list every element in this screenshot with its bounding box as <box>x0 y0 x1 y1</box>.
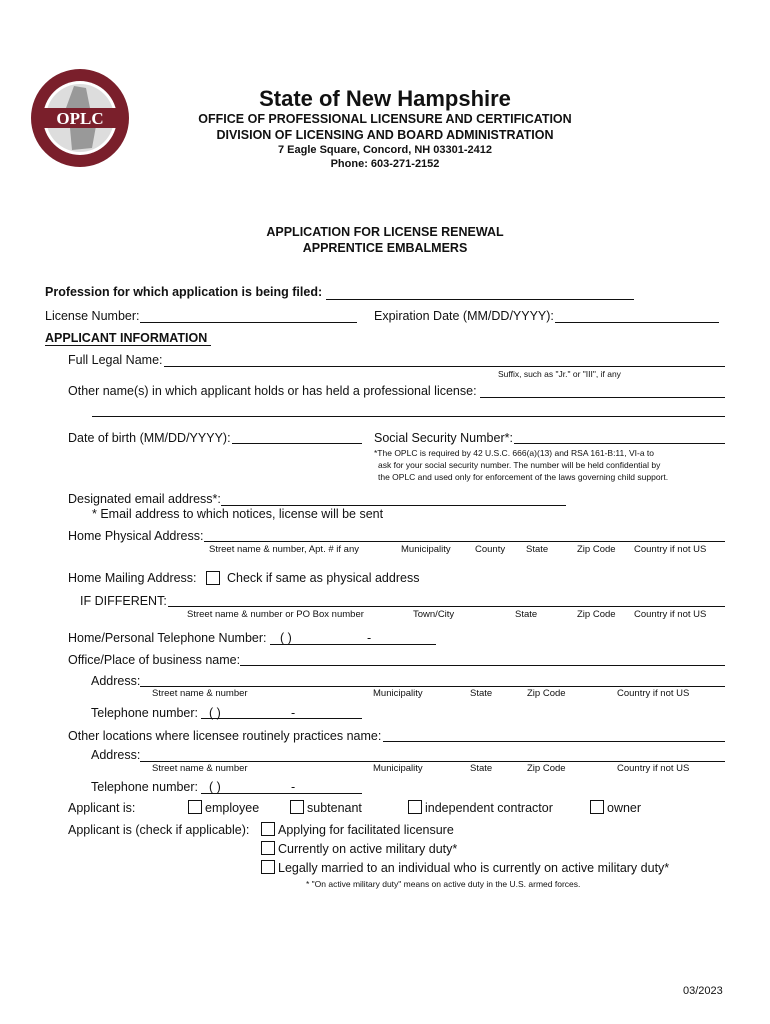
hp-country-hint: Country if not US <box>634 544 707 555</box>
full-name-input[interactable] <box>164 366 725 367</box>
office-address: 7 Eagle Square, Concord, NH 03301-2412 <box>278 144 492 156</box>
seal-text: OPLC <box>56 109 104 128</box>
facilitated-checkbox[interactable] <box>261 822 275 836</box>
same-as-physical-label: Check if same as physical address <box>227 571 420 585</box>
other-address-label: Address: <box>91 748 141 762</box>
office-phone-label: Telephone number: <box>91 706 199 720</box>
subtenant-checkbox[interactable] <box>290 800 304 814</box>
ol-country-hint: Country if not US <box>617 763 690 774</box>
oa-street-hint: Street name & number <box>152 688 248 699</box>
office-phone-input[interactable] <box>201 718 362 719</box>
office-name-input[interactable] <box>240 665 725 666</box>
facilitated-label: Applying for facilitated licensure <box>278 823 454 837</box>
license-number-input[interactable] <box>140 322 357 323</box>
owner-checkbox[interactable] <box>590 800 604 814</box>
home-physical-label: Home Physical Address: <box>68 529 204 543</box>
profession-label: Profession for which application is being filed: <box>45 285 323 299</box>
mailing-address-input[interactable] <box>168 606 725 607</box>
hp-zip-hint: Zip Code <box>577 544 616 555</box>
expiration-input[interactable] <box>555 322 719 323</box>
contractor-checkbox[interactable] <box>408 800 422 814</box>
office-address-label: Address: <box>91 674 141 688</box>
office-name-label: Office/Place of business name: <box>68 653 241 667</box>
office-name: OFFICE OF PROFESSIONAL LICENSURE AND CERTIFICATION <box>198 112 572 126</box>
suffix-hint: Suffix, such as "Jr." or "III", if any <box>498 369 621 379</box>
oa-state-hint: State <box>470 688 493 699</box>
email-note: * Email address to which notices, license will be sent <box>92 507 384 521</box>
ma-street-hint: Street name & number or PO Box number <box>187 609 364 620</box>
owner-label: owner <box>607 801 642 815</box>
license-number-label: License Number: <box>45 309 140 323</box>
applicant-is-label: Applicant is: <box>68 801 136 815</box>
other-names-label: Other name(s) in which applicant holds or has held a professional license: <box>68 384 477 398</box>
dob-input[interactable] <box>232 443 362 444</box>
full-name-label: Full Legal Name: <box>68 353 163 367</box>
ma-state-hint: State <box>515 609 538 620</box>
other-address-input[interactable] <box>140 761 725 762</box>
applicant-check-label: Applicant is (check if applicable): <box>68 823 250 837</box>
hp-county-hint: County <box>475 544 506 555</box>
home-mailing-label: Home Mailing Address: <box>68 571 197 585</box>
ol-municipality-hint: Municipality <box>373 763 423 774</box>
office-phone-dash: - <box>291 706 296 720</box>
ol-state-hint: State <box>470 763 493 774</box>
form-subtitle: APPRENTICE EMBALMERS <box>302 241 468 255</box>
hp-street-hint: Street name & number, Apt. # if any <box>209 544 359 555</box>
married-military-checkbox[interactable] <box>261 860 275 874</box>
dob-label: Date of birth (MM/DD/YYYY): <box>68 431 231 445</box>
oa-zip-hint: Zip Code <box>527 688 566 699</box>
home-phone-label: Home/Personal Telephone Number: <box>68 631 267 645</box>
hp-state-hint: State <box>526 544 549 555</box>
ma-town-hint: Town/City <box>413 609 455 620</box>
state-title: State of New Hampshire <box>259 86 511 111</box>
hp-municipality-hint: Municipality <box>401 544 451 555</box>
office-phone: Phone: 603-271-2152 <box>330 158 440 170</box>
employee-label: employee <box>205 801 260 815</box>
other-locations-input[interactable] <box>383 741 725 742</box>
ssn-note-3: the OPLC and used only for enforcement of the laws governing child support. <box>378 472 669 482</box>
ma-country-hint: Country if not US <box>634 609 707 620</box>
subtenant-label: subtenant <box>307 801 362 815</box>
other-names-input-2[interactable] <box>92 416 725 417</box>
revision-date: 03/2023 <box>683 985 723 997</box>
other-phone-paren: ( ) <box>209 780 221 794</box>
other-names-input[interactable] <box>480 397 725 398</box>
other-phone-label: Telephone number: <box>91 780 199 794</box>
ssn-note-1: *The OPLC is required by 42 U.S.C. 666(a)(13) and RSA 161-B:11, VI-a to <box>374 448 655 458</box>
other-locations-label: Other locations where licensee routinely practices name: <box>68 729 382 743</box>
home-physical-input[interactable] <box>204 541 725 542</box>
ssn-label: Social Security Number*: <box>374 431 513 445</box>
ma-zip-hint: Zip Code <box>577 609 616 620</box>
email-label: Designated email address*: <box>68 492 221 506</box>
active-military-checkbox[interactable] <box>261 841 275 855</box>
military-note: * "On active military duty" means on active duty in the U.S. armed forces. <box>306 879 581 889</box>
section-heading: APPLICANT INFORMATION <box>45 331 208 345</box>
if-different-label: IF DIFFERENT: <box>80 594 167 608</box>
married-military-label: Legally married to an individual who is currently on active military duty* <box>278 861 670 875</box>
home-phone-dash: - <box>367 631 372 645</box>
home-phone-paren: ( ) <box>280 631 292 645</box>
office-address-input[interactable] <box>140 686 725 687</box>
ol-street-hint: Street name & number <box>152 763 248 774</box>
oa-country-hint: Country if not US <box>617 688 690 699</box>
expiration-label: Expiration Date (MM/DD/YYYY): <box>374 309 554 323</box>
other-phone-input[interactable] <box>201 793 362 794</box>
ol-zip-hint: Zip Code <box>527 763 566 774</box>
section-underline <box>45 345 211 346</box>
ssn-input[interactable] <box>514 443 725 444</box>
oa-municipality-hint: Municipality <box>373 688 423 699</box>
profession-input[interactable] <box>326 299 634 300</box>
employee-checkbox[interactable] <box>188 800 202 814</box>
office-phone-paren: ( ) <box>209 706 221 720</box>
other-phone-dash: - <box>291 780 296 794</box>
division-name: DIVISION OF LICENSING AND BOARD ADMINISTRATION <box>216 128 554 142</box>
same-as-physical-checkbox[interactable] <box>206 571 220 585</box>
ssn-note-2: ask for your social security number. The number will be held confidential by <box>378 460 661 470</box>
active-military-label: Currently on active military duty* <box>278 842 458 856</box>
contractor-label: independent contractor <box>425 801 553 815</box>
form-title: APPLICATION FOR LICENSE RENEWAL <box>266 225 504 239</box>
home-phone-input[interactable] <box>270 644 436 645</box>
email-input[interactable] <box>221 505 566 506</box>
